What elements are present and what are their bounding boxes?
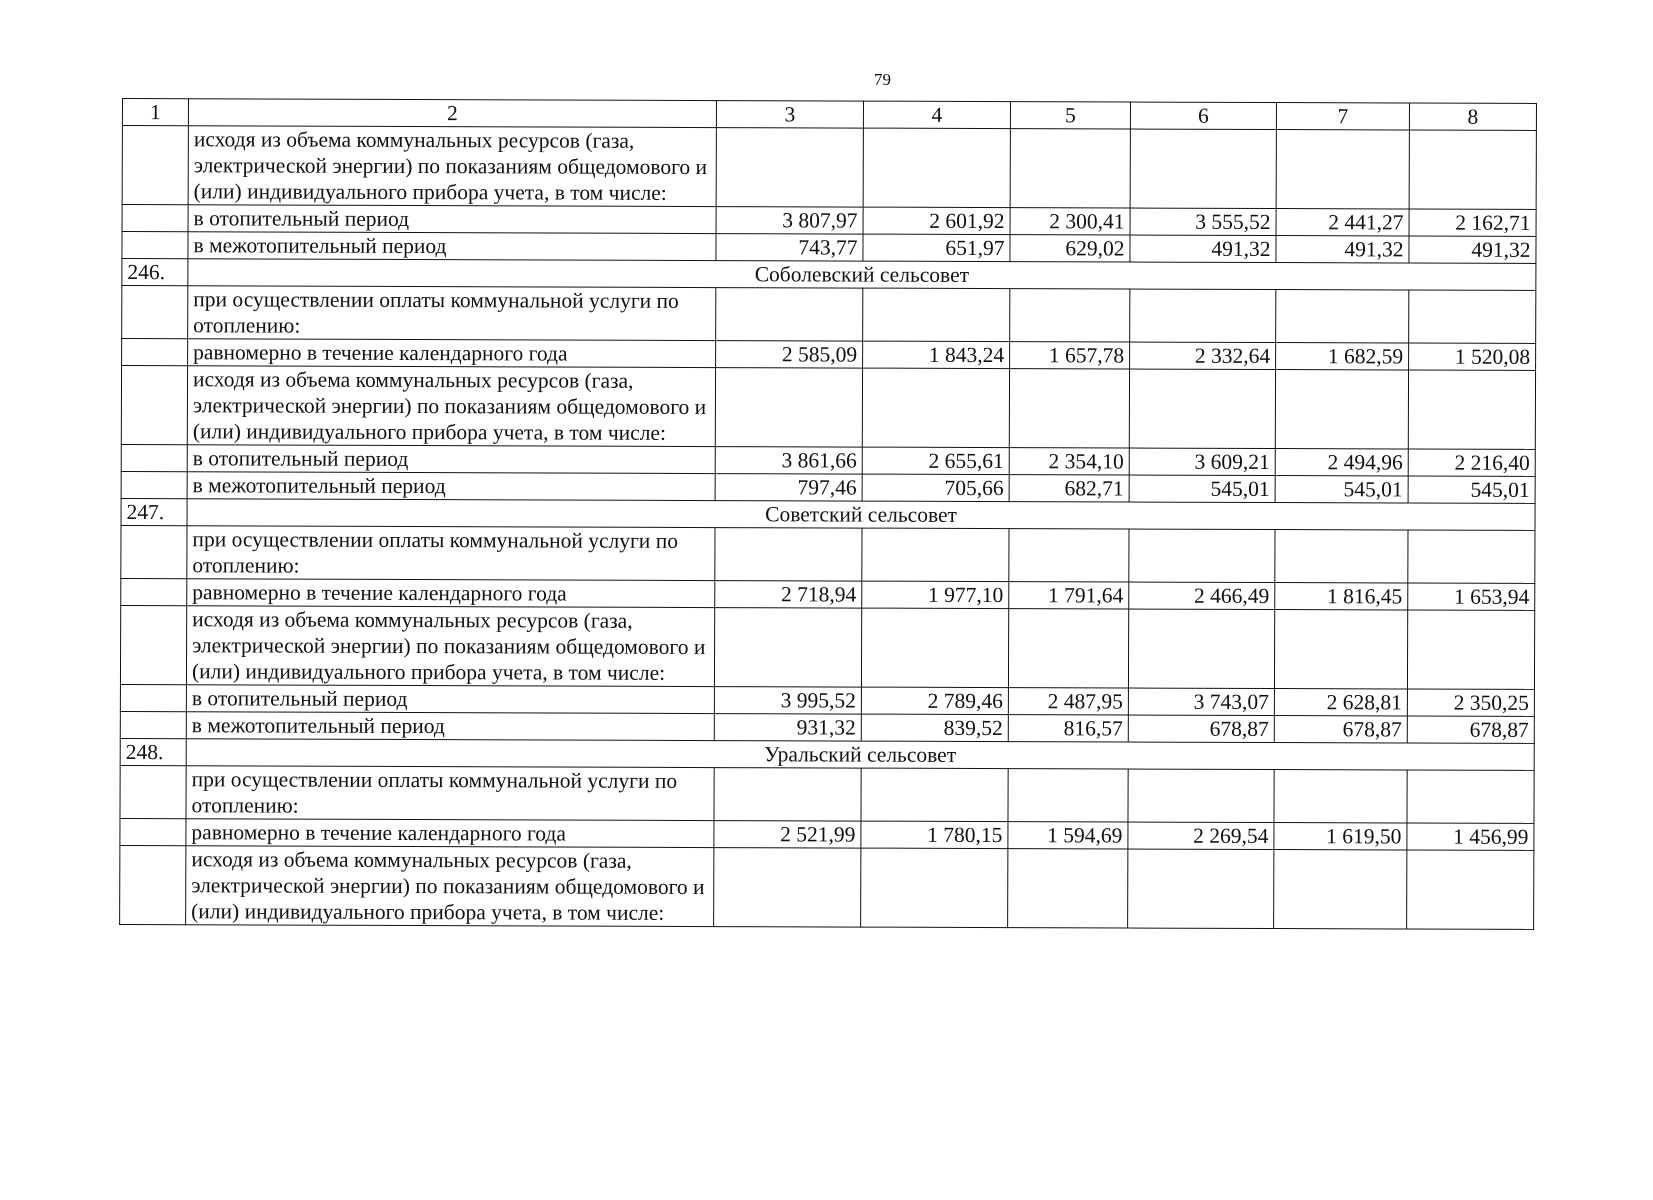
value-cell <box>862 528 1009 582</box>
row-number <box>120 605 186 684</box>
data-row <box>121 578 1535 610</box>
table-body <box>120 99 1537 930</box>
row-label: в отопительный период <box>188 205 716 234</box>
value-cell: 629,02 <box>1010 235 1130 262</box>
value-cell: 545,01 <box>1129 475 1275 503</box>
value-cell <box>1408 370 1535 449</box>
header-cell: 1 <box>122 99 188 126</box>
value-cell: 1 456,99 <box>1407 823 1534 850</box>
value-cell <box>1408 530 1535 583</box>
value-cell: 2 521,99 <box>714 821 861 849</box>
header-cell: 7 <box>1276 103 1409 130</box>
value-cell <box>1274 850 1407 929</box>
data-row <box>120 818 1534 850</box>
value-cell <box>1130 129 1276 209</box>
data-row <box>120 684 1534 716</box>
value-cell <box>1274 610 1407 689</box>
value-cell <box>1409 130 1536 209</box>
value-cell: 491,32 <box>1276 236 1409 263</box>
value-cell <box>1010 289 1130 342</box>
value-cell <box>861 768 1008 822</box>
value-cell <box>1275 370 1408 449</box>
section-title: Соболевский сельсовет <box>188 259 1536 291</box>
value-cell: 682,71 <box>1009 475 1129 502</box>
value-cell <box>1009 529 1129 582</box>
header-cell: 4 <box>863 101 1010 129</box>
data-row <box>122 339 1536 371</box>
value-cell <box>714 768 861 822</box>
value-cell <box>1129 529 1275 583</box>
row-number <box>121 471 187 498</box>
value-cell: 1 791,64 <box>1009 582 1129 609</box>
value-cell: 491,32 <box>1409 236 1536 263</box>
value-cell: 839,52 <box>861 714 1008 742</box>
value-cell <box>861 608 1008 688</box>
value-cell <box>1008 769 1128 822</box>
value-cell <box>1129 369 1275 449</box>
value-cell: 1 653,94 <box>1408 583 1535 610</box>
value-cell <box>1128 769 1274 823</box>
value-cell: 1 977,10 <box>862 581 1009 609</box>
page-number: 79 <box>874 70 891 89</box>
value-cell <box>1407 770 1534 823</box>
row-label: в отопительный период <box>187 445 715 474</box>
value-cell: 3 995,52 <box>714 687 861 715</box>
row-label: в межотопительный период <box>186 712 714 741</box>
value-cell <box>1407 610 1534 689</box>
value-cell: 2 466,49 <box>1129 582 1275 610</box>
value-cell <box>714 608 861 688</box>
value-cell: 3 743,07 <box>1128 688 1274 716</box>
row-number <box>121 578 187 605</box>
value-cell: 2 350,25 <box>1407 689 1534 716</box>
value-cell <box>1275 530 1408 583</box>
value-cell <box>1276 130 1409 209</box>
row-label: равномерно в течение календарного года <box>188 339 716 368</box>
value-cell <box>716 128 863 208</box>
row-number <box>122 232 188 259</box>
value-cell: 3 609,21 <box>1129 448 1275 476</box>
header-cell: 3 <box>716 101 863 129</box>
data-row <box>122 232 1536 264</box>
value-cell: 705,66 <box>862 474 1009 502</box>
row-label: исходя из объема коммунальных ресурсов (газа, электрической энергии) по показаниям общедомового и (или) индивидуального прибора учета, в том числе: <box>186 846 714 927</box>
value-cell: 2 354,10 <box>1009 448 1129 475</box>
row-label: равномерно в течение календарного года <box>187 579 715 608</box>
value-cell: 931,32 <box>714 714 861 742</box>
value-cell <box>1008 849 1128 928</box>
description-row <box>121 525 1535 583</box>
value-cell: 2 300,41 <box>1010 208 1130 235</box>
row-label: исходя из объема коммунальных ресурсов (газа, электрической энергии) по показаниям общедомового и (или) индивидуального прибора учета, в том числе: <box>186 606 714 687</box>
row-number <box>121 525 187 578</box>
row-label: исходя из объема коммунальных ресурсов (газа, электрической энергии) по показаниям общедомового и (или) индивидуального прибора учета, в том числе: <box>187 366 715 447</box>
value-cell <box>1009 369 1129 448</box>
value-cell <box>716 288 863 342</box>
value-cell <box>1407 850 1534 929</box>
value-cell: 651,97 <box>863 234 1010 262</box>
value-cell <box>863 288 1010 342</box>
value-cell: 2 332,64 <box>1130 342 1276 370</box>
value-cell: 2 441,27 <box>1276 209 1409 236</box>
row-number <box>120 765 186 818</box>
row-label: исходя из объема коммунальных ресурсов (газа, электрической энергии) по показаниям общедомового и (или) индивидуального прибора учета, в том числе: <box>188 126 716 207</box>
row-number <box>120 684 186 711</box>
description-row <box>120 605 1534 689</box>
value-cell: 1 780,15 <box>861 821 1008 849</box>
row-label: равномерно в течение календарного года <box>186 819 714 848</box>
value-cell <box>1274 770 1407 823</box>
value-cell: 678,87 <box>1407 716 1534 743</box>
value-cell: 2 494,96 <box>1275 449 1408 476</box>
row-number: 247. <box>121 498 187 525</box>
row-label: при осуществлении оплаты коммунальной услуги по отоплению: <box>186 766 714 821</box>
value-cell: 2 162,71 <box>1409 209 1536 236</box>
row-number: 246. <box>122 259 188 286</box>
value-cell: 816,57 <box>1008 715 1128 742</box>
value-cell: 3 807,97 <box>716 207 863 235</box>
value-cell: 1 520,08 <box>1409 343 1536 370</box>
value-cell: 2 487,95 <box>1008 688 1128 715</box>
value-cell <box>1128 609 1274 689</box>
description-row <box>120 765 1534 823</box>
value-cell: 1 843,24 <box>863 341 1010 369</box>
row-number <box>122 286 188 339</box>
value-cell <box>861 848 1008 928</box>
row-number <box>120 845 186 924</box>
value-cell <box>1128 849 1274 929</box>
data-row <box>121 471 1535 503</box>
value-cell: 2 216,40 <box>1408 449 1535 476</box>
value-cell: 2 628,81 <box>1274 689 1407 716</box>
value-cell <box>1008 609 1128 688</box>
description-row <box>121 366 1535 450</box>
section-title: Советский сельсовет <box>187 499 1535 531</box>
row-label: при осуществлении оплаты коммунальной услуги по отоплению: <box>188 286 716 341</box>
value-cell: 678,87 <box>1128 715 1274 743</box>
section-title: Уральский сельсовет <box>186 739 1534 771</box>
value-cell <box>1409 290 1536 343</box>
value-cell: 2 718,94 <box>715 581 862 609</box>
value-cell: 2 655,61 <box>862 447 1009 475</box>
description-row <box>120 845 1534 929</box>
row-number <box>122 126 188 205</box>
value-cell: 678,87 <box>1274 716 1407 743</box>
value-cell: 3 555,52 <box>1130 208 1276 236</box>
value-cell: 1 594,69 <box>1008 822 1128 849</box>
value-cell <box>714 848 861 928</box>
row-label: в межотопительный период <box>188 232 716 261</box>
description-row <box>122 126 1536 210</box>
row-number <box>120 818 186 845</box>
description-row <box>122 286 1536 344</box>
value-cell: 2 601,92 <box>863 207 1010 235</box>
value-cell: 743,77 <box>716 234 863 262</box>
value-cell: 2 585,09 <box>716 341 863 369</box>
value-cell: 797,46 <box>715 474 862 502</box>
data-row <box>122 205 1536 237</box>
data-row <box>121 444 1535 476</box>
row-number <box>121 366 187 445</box>
value-cell: 545,01 <box>1408 476 1535 503</box>
value-cell <box>1010 129 1130 208</box>
value-cell: 1 619,50 <box>1274 823 1407 850</box>
value-cell <box>1276 290 1409 343</box>
value-cell <box>863 128 1010 208</box>
value-cell: 1 657,78 <box>1010 342 1130 369</box>
value-cell <box>715 368 862 448</box>
row-number <box>122 205 188 232</box>
value-cell: 545,01 <box>1275 476 1408 503</box>
value-cell: 2 269,54 <box>1128 822 1274 850</box>
value-cell: 1 816,45 <box>1275 583 1408 610</box>
row-number <box>121 444 187 471</box>
row-label: в отопительный период <box>186 685 714 714</box>
row-number <box>122 339 188 366</box>
value-cell: 2 789,46 <box>861 687 1008 715</box>
row-label: при осуществлении оплаты коммунальной услуги по отоплению: <box>187 526 715 581</box>
header-cell: 2 <box>188 99 716 128</box>
row-label: в межотопительный период <box>187 472 715 501</box>
value-cell: 1 682,59 <box>1276 343 1409 370</box>
value-cell <box>862 368 1009 448</box>
value-cell: 491,32 <box>1130 235 1276 263</box>
header-cell: 8 <box>1409 103 1536 130</box>
header-cell: 5 <box>1010 102 1130 129</box>
value-cell: 3 861,66 <box>715 447 862 475</box>
row-number <box>120 711 186 738</box>
value-cell <box>715 528 862 582</box>
data-row <box>120 711 1534 743</box>
tariff-table <box>119 98 1537 930</box>
value-cell <box>1130 289 1276 343</box>
header-cell: 6 <box>1130 102 1276 130</box>
row-number: 248. <box>120 738 186 765</box>
